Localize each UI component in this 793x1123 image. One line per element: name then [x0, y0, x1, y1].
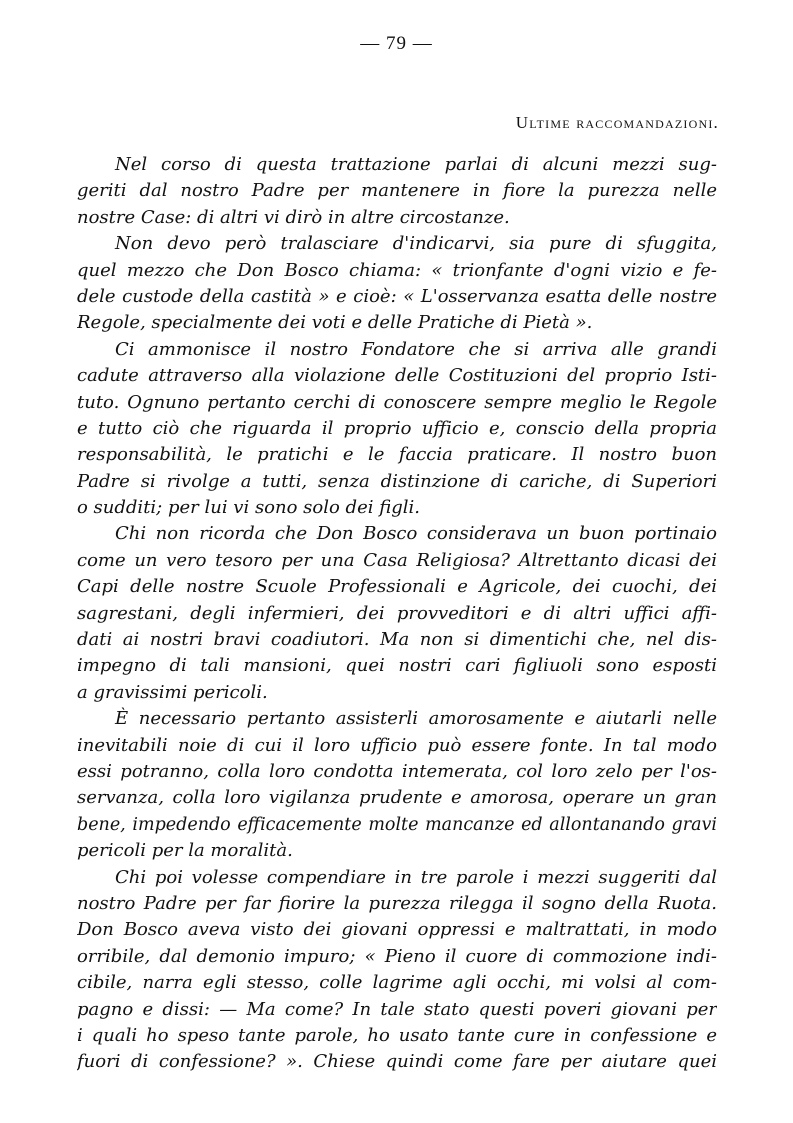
text-line: sagrestani, degli infermieri, dei provveditori e di altri uffici affi-: [77, 602, 717, 624]
text-line: Don Bosco aveva visto dei giovani oppressi e maltrattati, in modo: [77, 919, 717, 941]
text-line: come un vero tesoro per una Casa Religiosa? Altrettanto dicasi dei: [77, 549, 717, 571]
text-line: Non devo però tralasciare d'indicarvi, sia pure di sfuggita,: [115, 233, 717, 255]
text-line: fuori di confessione? ». Chiese quindi come fare per aiutare quei: [77, 1051, 717, 1073]
text-line: Chi non ricorda che Don Bosco considerava un buon portinaio: [115, 523, 717, 545]
text-line: i quali ho speso tante parole, ho usato tante cure in confessione e: [77, 1024, 717, 1046]
text-line: cadute attraverso alla violazione delle Costituzioni del proprio Isti-: [77, 365, 717, 387]
text-line: pericoli per la moralità.: [77, 840, 293, 862]
text-line: Ci ammonisce il nostro Fondatore che si arriva alle grandi: [115, 338, 717, 360]
body-text: [77, 152, 717, 1076]
text-line: Chi poi volesse compendiare in tre parole i mezzi suggeriti dal: [115, 866, 717, 888]
text-line: o sudditi; per lui vi sono solo dei figli.: [77, 497, 420, 519]
text-line: nostro Padre per far fiorire la purezza rilegga il sogno della Ruota.: [77, 892, 717, 914]
text-line: quel mezzo che Don Bosco chiama: « trionfante d'ogni vizio e fe-: [77, 259, 717, 281]
text-line: cibile, narra egli stesso, colle lagrime agli occhi, mi volsi al com-: [77, 972, 717, 994]
text-line: pagno e dissi: — Ma come? In tale stato questi poveri giovani per: [77, 998, 717, 1020]
text-line: dele custode della castità » e cioè: « L'osservanza esatta delle nostre: [77, 285, 717, 307]
text-line: inevitabili noie di cui il loro ufficio può essere fonte. In tal modo: [77, 734, 717, 756]
section-title: Ultime raccomandazioni.: [515, 113, 719, 132]
text-line: Nel corso di questa trattazione parlai di alcuni mezzi sug-: [115, 154, 717, 175]
text-line: e tutto ciò che riguarda il proprio ufficio e, conscio della propria: [77, 417, 717, 439]
text-line: a gravissimi pericoli.: [77, 681, 268, 703]
text-line: Padre si rivolge a tutti, senza distinzione di cariche, di Superiori: [77, 470, 717, 492]
text-line: tuto. Ognuno pertanto cerchi di conoscere sempre meglio le Regole: [77, 391, 717, 413]
text-line: dati ai nostri bravi coadiutori. Ma non si dimentichi che, nel dis-: [77, 629, 717, 651]
text-line: impegno di tali mansioni, quei nostri cari figliuoli sono esposti: [77, 655, 717, 677]
text-line: orribile, dal demonio impuro; « Pieno il cuore di commozione indi-: [77, 945, 717, 967]
text-line: nostre Case: di altri vi dirò in altre circostanze.: [77, 206, 510, 228]
text-line: servanza, colla loro vigilanza prudente e amorosa, operare un gran: [77, 787, 717, 809]
text-line: essi potranno, colla loro condotta intemerata, col loro zelo per l'os-: [77, 760, 717, 782]
page-number: — 79 —: [360, 33, 433, 54]
text-line: responsabilità, le pratichi e le faccia praticare. Il nostro buon: [77, 444, 717, 466]
text-line: Regole, specialmente dei voti e delle Pratiche di Pietà ».: [77, 312, 593, 334]
text-line: È necessario pertanto assisterli amorosamente e aiutarli nelle: [115, 708, 717, 730]
text-line: geriti dal nostro Padre per mantenere in fiore la purezza nelle: [77, 180, 717, 202]
text-line: bene, impedendo efficacemente molte mancanze ed allontanando gravi: [77, 814, 717, 835]
text-line: Capi delle nostre Scuole Professionali e Agricole, dei cuochi, dei: [77, 576, 717, 598]
